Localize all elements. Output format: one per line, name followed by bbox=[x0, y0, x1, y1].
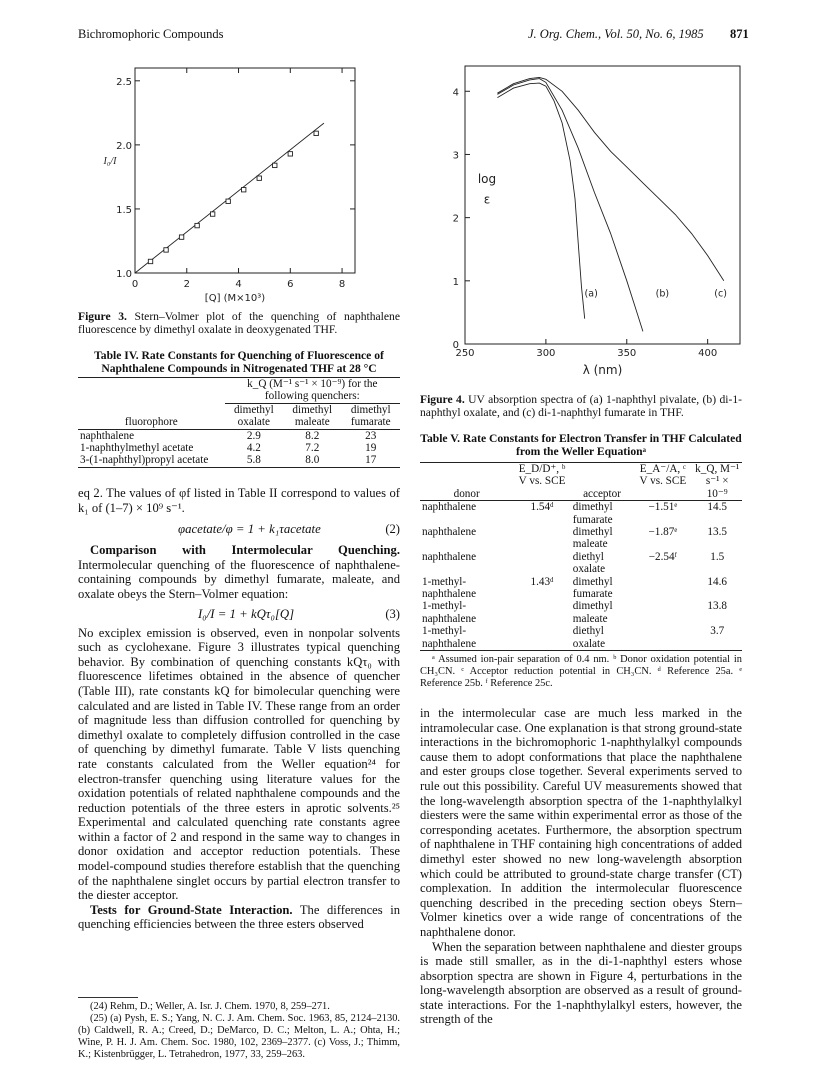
table-cell bbox=[633, 600, 692, 625]
table-cell: 1-methyl-naphthalene bbox=[422, 575, 477, 601]
footnote-rule bbox=[78, 997, 138, 998]
footnote: (25) (a) Pysh, E. S.; Yang, N. C. J. Am. Chem. Soc. 1963, 85, 2124–2130. (b) Caldwell, R. A.; Creed, D.; DeMarco, D. C.; Melton, L. A.; Ohta, H.; Wine, P. H. J. Am. Chem. Soc. 1980, 102, 2369–2377. (c) Voss, J.; Thimm, K.; Kistenbrügger, L. Tetrahedron, 1977, 33, 259–263. bbox=[78, 1013, 400, 1060]
equation-3-body: I₀/I = 1 + kQτ₀[Q] bbox=[198, 606, 295, 621]
y-tick-label: 1 bbox=[452, 276, 459, 288]
table-5-header-ea: E_A⁻/A, ᶜ V vs. SCE bbox=[639, 463, 687, 488]
table-cell: naphthalene bbox=[80, 429, 135, 442]
x-tick-label: 8 bbox=[338, 279, 346, 290]
series-line bbox=[497, 77, 723, 280]
series-line bbox=[497, 83, 584, 319]
data-point bbox=[226, 199, 230, 203]
x-tick-label: 6 bbox=[287, 279, 294, 290]
plot-frame bbox=[135, 68, 355, 273]
y-tick-label: 4 bbox=[452, 87, 459, 99]
table-5-footnote: ᵃ Assumed ion-pair separation of 0.4 nm. ᵇ Donor oxidation potential in CH₃CN. ᶜ Acceptor reduction potential in CH₃CN. ᵈ Reference 25a. ᵉ Reference 25b. ᶠ Reference 25c. bbox=[420, 654, 742, 689]
paragraph: in the intermolecular case are much less marked in the intramolecular case. One explanation is that strong ground-state interactions in the bichromophoric 1-naphthylalkyl compounds cause them to adopt conformations that place the naphthalene and ester groups close together. Several experiments served to rule out this possibility. Careful UV measurements showed that the long-wavelength absorption spectra of the 1-naphthylalkyl diesters were the same within experimental error as those of the corresponding acetates. Furthermore, the absorption spectrum of naphthalene in THF containing high concentrations of added dimethyl ester showed no new long-wavelength absorption which could be attributed to ground-state charge transfer (CT) complexation. In addition the intermolecular fluorescence quenching described in the preceding section obeys Stern–Volmer kinetics over a wide range of concentrations of the naphthalene donor. bbox=[420, 706, 742, 939]
table-cell: 8.0 bbox=[305, 454, 320, 467]
table-4-header-quencher: dimethyl maleate bbox=[292, 403, 333, 429]
x-tick-label: 0 bbox=[131, 279, 139, 290]
footnote: (24) Rehm, D.; Weller, A. Isr. J. Chem. 1970, 8, 259–271. bbox=[90, 1001, 330, 1012]
figure-3-caption-label: Figure 3. bbox=[78, 310, 127, 323]
table-5-header-kq: k_Q, M⁻¹ s⁻¹ × 10⁻⁹ bbox=[695, 463, 740, 500]
footnotes bbox=[78, 1001, 400, 1061]
data-point bbox=[273, 163, 277, 167]
table-cell: dimethyl fumarate bbox=[572, 575, 613, 601]
curve-label: (a) bbox=[584, 288, 598, 300]
curve-label: (b) bbox=[655, 288, 670, 300]
table-cell bbox=[513, 526, 571, 551]
x-tick-label: 400 bbox=[698, 348, 718, 359]
data-point bbox=[164, 248, 168, 252]
table-cell: 14.5 bbox=[707, 501, 727, 514]
table-cell: −2.54ᶠ bbox=[648, 550, 677, 563]
figure-3-plot bbox=[80, 58, 410, 308]
table-5-header-ed: E_D/D⁺, ᵇ V vs. SCE bbox=[518, 463, 566, 488]
section-heading: Comparison with Intermolecular Quenching. bbox=[90, 543, 400, 558]
x-tick-label: 350 bbox=[617, 348, 637, 359]
y-tick-label: 1.0 bbox=[116, 269, 132, 280]
data-point bbox=[195, 223, 199, 227]
y-axis-label: log bbox=[477, 171, 497, 186]
table-cell: 23 bbox=[365, 429, 377, 442]
table-cell: 17 bbox=[365, 454, 377, 467]
table-cell: dimethyl maleate bbox=[572, 600, 613, 625]
table-cell bbox=[513, 600, 571, 625]
x-tick-label: 2 bbox=[183, 279, 190, 290]
right-column-text bbox=[420, 706, 742, 1027]
paragraph: No exciplex emission is observed, even in nonpolar solvents such as cyclohexane. Figure 3 illustrates typical quenching behavior. By combination of quenching constants kQτ₀ with fluorescence lifetimes obtained in the absence of quencher (Table III), rate constants kQ for bimolecular quenching were calculated and are listed in Table IV. These range from an order of magnitude less than diffusion controlled for quenching by dimethyl oxalate to completely diffusion controlled in the case of quenching by dimethyl fumarate. Table V lists quenching rate constants calculated from the Weller equation²⁴ for electron-transfer quenching using literature values for the oxidation potentials of related naphthalene compounds and the reduction potentials of the three esters in aprotic solvents.²⁵ Experimental and calculated quenching rate constants agree within a factor of 2 and respond in the same way to changes in donor oxidation and acceptor reduction potentials. These model-compound studies therefore establish that the quenching of the naphthalene singlet occurs by partial electron transfer to the diester acceptor. bbox=[78, 625, 400, 903]
table-cell bbox=[633, 576, 692, 601]
paragraph-text: Intermolecular quenching of the fluorescence of naphthalene-containing compounds by dimethyl fumarate, maleate, and oxalate obeys the Stern–Volmer equation: bbox=[78, 557, 400, 601]
equation-3-number: (3) bbox=[385, 606, 400, 621]
table-cell bbox=[513, 551, 571, 576]
running-head-right: J. Org. Chem., Vol. 50, No. 6, 1985 bbox=[528, 27, 704, 41]
running-head-left: Bichromophoric Compounds bbox=[78, 27, 224, 41]
table-cell: dimethyl maleate bbox=[572, 526, 613, 551]
y-tick-label: 2.0 bbox=[116, 140, 132, 152]
table-4-header-kq: k_Q (M⁻¹ s⁻¹ × 10⁻⁹) for the following quenchers: bbox=[225, 378, 400, 404]
table-cell: 7.2 bbox=[305, 442, 320, 455]
table-cell: naphthalene bbox=[422, 550, 477, 563]
data-point bbox=[242, 188, 246, 192]
data-point bbox=[210, 212, 214, 216]
table-cell: 1-naphthylmethyl acetate bbox=[80, 442, 194, 455]
table-4-header-quencher: dimethyl fumarate bbox=[350, 403, 391, 429]
y-tick-label: 0 bbox=[452, 340, 459, 351]
equation-3 bbox=[78, 602, 400, 626]
page-number: 871 bbox=[730, 27, 749, 41]
data-point bbox=[314, 131, 318, 135]
table-cell: 2.9 bbox=[246, 429, 261, 442]
table-row bbox=[78, 454, 400, 467]
figure-3-caption bbox=[78, 310, 400, 336]
x-tick-label: 300 bbox=[536, 348, 556, 359]
figure-4-caption-text: UV absorption spectra of (a) 1-naphthyl pivalate, (b) di-1-naphthyl oxalate, and (c) di-1-naphthyl fumarate in THF. bbox=[420, 393, 743, 420]
table-row bbox=[420, 501, 742, 526]
curve-label: (c) bbox=[714, 288, 727, 300]
x-axis-label: λ (nm) bbox=[582, 363, 623, 377]
y-tick-label: 3 bbox=[452, 150, 459, 162]
table-cell: diethyl oxalate bbox=[572, 625, 606, 650]
table-cell: 14.6 bbox=[707, 575, 727, 588]
data-point bbox=[179, 235, 183, 239]
table-row bbox=[420, 526, 742, 551]
paragraph-text: The differences in quenching efficiencies between the three esters observed bbox=[78, 902, 400, 932]
paragraph: When the separation between naphthalene and diester groups is made still smaller, as in the di-1-naphthyl esters whose absorption spectra are shown in Figure 4, perturbations in the long-wavelength absorption are observed as a result of ground-state interactions. For the 1-naphthylalkyl esters, however, the strength of the bbox=[420, 939, 742, 1027]
fit-line bbox=[135, 123, 324, 273]
equation-2-number: (2) bbox=[385, 522, 400, 537]
data-point bbox=[288, 152, 292, 156]
table-cell: 5.8 bbox=[246, 454, 261, 467]
series-line bbox=[497, 79, 643, 332]
y-axis-label: I₀/I bbox=[103, 156, 117, 168]
plot-frame bbox=[465, 66, 740, 344]
table-cell: 13.8 bbox=[707, 600, 727, 613]
paragraph: eq 2. The values of φf listed in Table II correspond to values of k₁ of (1–7) × 10⁹ s⁻¹. bbox=[78, 486, 400, 515]
table-cell: 8.2 bbox=[305, 429, 320, 442]
figure-4-plot bbox=[420, 58, 750, 390]
table-cell: −1.51ᵉ bbox=[648, 501, 678, 514]
equation-2 bbox=[78, 517, 400, 541]
data-point bbox=[257, 176, 261, 180]
table-row bbox=[420, 625, 742, 650]
figure-4-caption bbox=[420, 393, 742, 419]
table-4-header-quencher: dimethyl oxalate bbox=[233, 403, 274, 429]
table-cell bbox=[633, 625, 692, 650]
table-cell: −1.87ᵉ bbox=[648, 526, 678, 539]
data-point bbox=[148, 259, 152, 263]
paragraph bbox=[78, 543, 400, 601]
table-5 bbox=[420, 462, 742, 651]
table-4-header-fluorophore: fluorophore bbox=[124, 416, 178, 429]
table-cell bbox=[513, 625, 571, 650]
y-tick-label: 2.5 bbox=[116, 76, 132, 88]
section-heading: Tests for Ground-State Interaction. bbox=[90, 902, 293, 917]
figure-4-caption-label: Figure 4. bbox=[420, 393, 465, 406]
table-5-header-acceptor: acceptor bbox=[583, 487, 621, 500]
figure-3-caption-text: Stern–Volmer plot of the quenching of naphthalene fluorescence by dimethyl oxalate in deoxygenated THF. bbox=[78, 310, 400, 337]
table-cell: diethyl oxalate bbox=[572, 550, 606, 576]
x-axis-label: [Q] (M×10³) bbox=[204, 293, 266, 304]
table-cell: 13.5 bbox=[707, 526, 727, 539]
table-4 bbox=[78, 377, 400, 468]
x-tick-label: 250 bbox=[455, 348, 475, 359]
table-cell: 1.5 bbox=[710, 550, 725, 563]
table-5-body bbox=[420, 501, 742, 651]
table-row bbox=[78, 442, 400, 454]
table-5-header-donor: donor bbox=[453, 487, 480, 500]
x-tick-label: 4 bbox=[235, 279, 242, 290]
table-cell: 1.43ᵈ bbox=[530, 575, 554, 588]
table-cell: naphthalene bbox=[422, 526, 477, 539]
table-cell: 3.7 bbox=[710, 625, 725, 638]
table-row bbox=[420, 576, 742, 601]
y-tick-label: 2 bbox=[452, 213, 459, 225]
table-row bbox=[78, 429, 400, 442]
table-cell: 1-methyl-naphthalene bbox=[422, 600, 477, 625]
table-5-title: Table V. Rate Constants for Electron Transfer in THF Calculated from the Weller Equationᵃ bbox=[420, 432, 742, 459]
table-cell: 19 bbox=[365, 442, 377, 455]
table-cell: 1.54ᵈ bbox=[530, 501, 554, 514]
table-row bbox=[420, 551, 742, 576]
table-4-title: Table IV. Rate Constants for Quenching of Fluorescence of Naphthalene Compounds in Nitrogenated THF at 28 °C bbox=[94, 349, 384, 376]
y-tick-label: 1.5 bbox=[116, 204, 132, 216]
table-cell: dimethyl fumarate bbox=[572, 501, 613, 526]
table-cell: 4.2 bbox=[246, 442, 261, 455]
table-cell: 3-(1-naphthyl)propyl acetate bbox=[80, 454, 209, 467]
table-cell: 1-methyl-naphthalene bbox=[422, 625, 477, 650]
equation-2-body: φacetate/φ = 1 + k₁τacetate bbox=[178, 522, 321, 537]
paragraph bbox=[78, 903, 400, 932]
y-axis-label: ε bbox=[483, 192, 491, 207]
left-column-text bbox=[78, 486, 400, 932]
table-row bbox=[420, 600, 742, 625]
table-cell: naphthalene bbox=[422, 501, 477, 514]
